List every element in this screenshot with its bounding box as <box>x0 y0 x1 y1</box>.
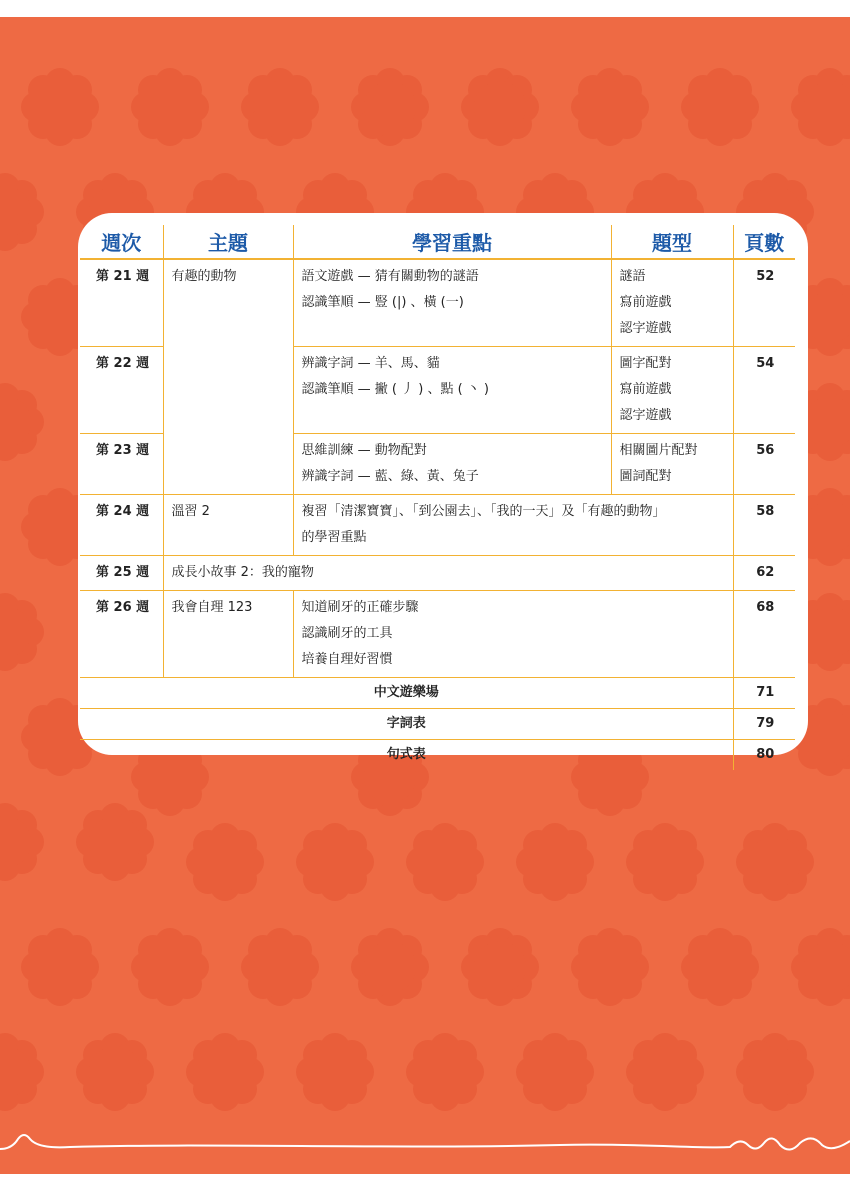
page-number: 80 <box>733 740 795 771</box>
extra-label: 句式表 <box>386 747 426 762</box>
type-line: 認字遊戲 <box>619 321 672 336</box>
focus-line: 的學習重點 <box>301 530 367 545</box>
focus-line: 辨識字詞 — 羊、馬、貓 <box>301 356 440 371</box>
table-row <box>80 495 795 556</box>
focus-cell <box>293 347 611 434</box>
extra-row <box>80 709 795 740</box>
page-number: 56 <box>733 434 795 495</box>
focus-line: 複習「清潔寶寶」、「到公園去」、「我的一天」及「有趣的動物」 <box>301 504 666 519</box>
type-cell <box>611 434 733 495</box>
header-week: 週次 <box>80 225 163 259</box>
type-line: 寫前遊戲 <box>619 382 672 397</box>
focus-line: 認識筆順 — 豎 (|) 、橫 (一) <box>301 295 464 310</box>
type-line: 圖字配對 <box>619 356 672 371</box>
week-cell: 第 25 週 <box>80 556 163 591</box>
focus-line: 語文遊戲 — 猜有關動物的謎語 <box>301 269 479 284</box>
focus-line: 思維訓練 — 動物配對 <box>301 443 427 458</box>
page-number: 68 <box>733 591 795 678</box>
type-line: 相關圖片配對 <box>619 443 698 458</box>
focus-cell <box>293 434 611 495</box>
decorative-wave-line <box>0 1127 850 1167</box>
week-cell: 第 22 週 <box>80 347 163 434</box>
focus-line: 知道刷牙的正確步驟 <box>301 600 419 615</box>
week-cell: 第 21 週 <box>80 259 163 347</box>
page-number: 54 <box>733 347 795 434</box>
page-number: 71 <box>733 678 795 709</box>
type-line: 認字遊戲 <box>619 408 672 423</box>
type-cell <box>611 259 733 347</box>
week-cell: 第 24 週 <box>80 495 163 556</box>
theme-cell: 我會自理 123 <box>163 591 293 678</box>
extra-row <box>80 740 795 771</box>
page-number: 62 <box>733 556 795 591</box>
table-row <box>80 259 795 347</box>
table-header-row <box>80 225 795 259</box>
extra-label: 中文遊樂場 <box>80 678 733 709</box>
page-number: 79 <box>733 709 795 740</box>
focus-line: 認識刷牙的工具 <box>301 626 393 641</box>
page-number: 52 <box>733 259 795 347</box>
type-line: 寫前遊戲 <box>619 295 672 310</box>
focus-cell <box>293 259 611 347</box>
extra-row <box>80 678 795 709</box>
focus-line: 辨識字詞 — 藍、綠、黃、兔子 <box>301 469 479 484</box>
extra-label: 字詞表 <box>80 709 733 740</box>
page-number: 58 <box>733 495 795 556</box>
theme-cell: 成長小故事 2：我的寵物 <box>163 556 733 591</box>
header-page: 頁數 <box>733 225 795 259</box>
week-cell: 第 26 週 <box>80 591 163 678</box>
header-theme: 主題 <box>163 225 293 259</box>
focus-cell <box>293 591 733 678</box>
type-line: 謎語 <box>619 269 646 284</box>
table-row <box>80 556 795 591</box>
type-line: 圖詞配對 <box>619 469 672 484</box>
theme-cell: 溫習 2 <box>163 495 293 556</box>
contents-table <box>80 225 795 770</box>
week-cell: 第 23 週 <box>80 434 163 495</box>
table-row <box>80 591 795 678</box>
theme-cell: 有趣的動物 <box>163 259 293 495</box>
focus-line: 培養自理好習慣 <box>301 652 393 667</box>
type-cell <box>611 347 733 434</box>
focus-line: 認識筆順 — 撇 ( 丿 ) 、點 ( 丶 ) <box>301 382 489 397</box>
header-type: 題型 <box>611 225 733 259</box>
focus-cell <box>293 495 733 556</box>
header-focus: 學習重點 <box>293 225 611 259</box>
